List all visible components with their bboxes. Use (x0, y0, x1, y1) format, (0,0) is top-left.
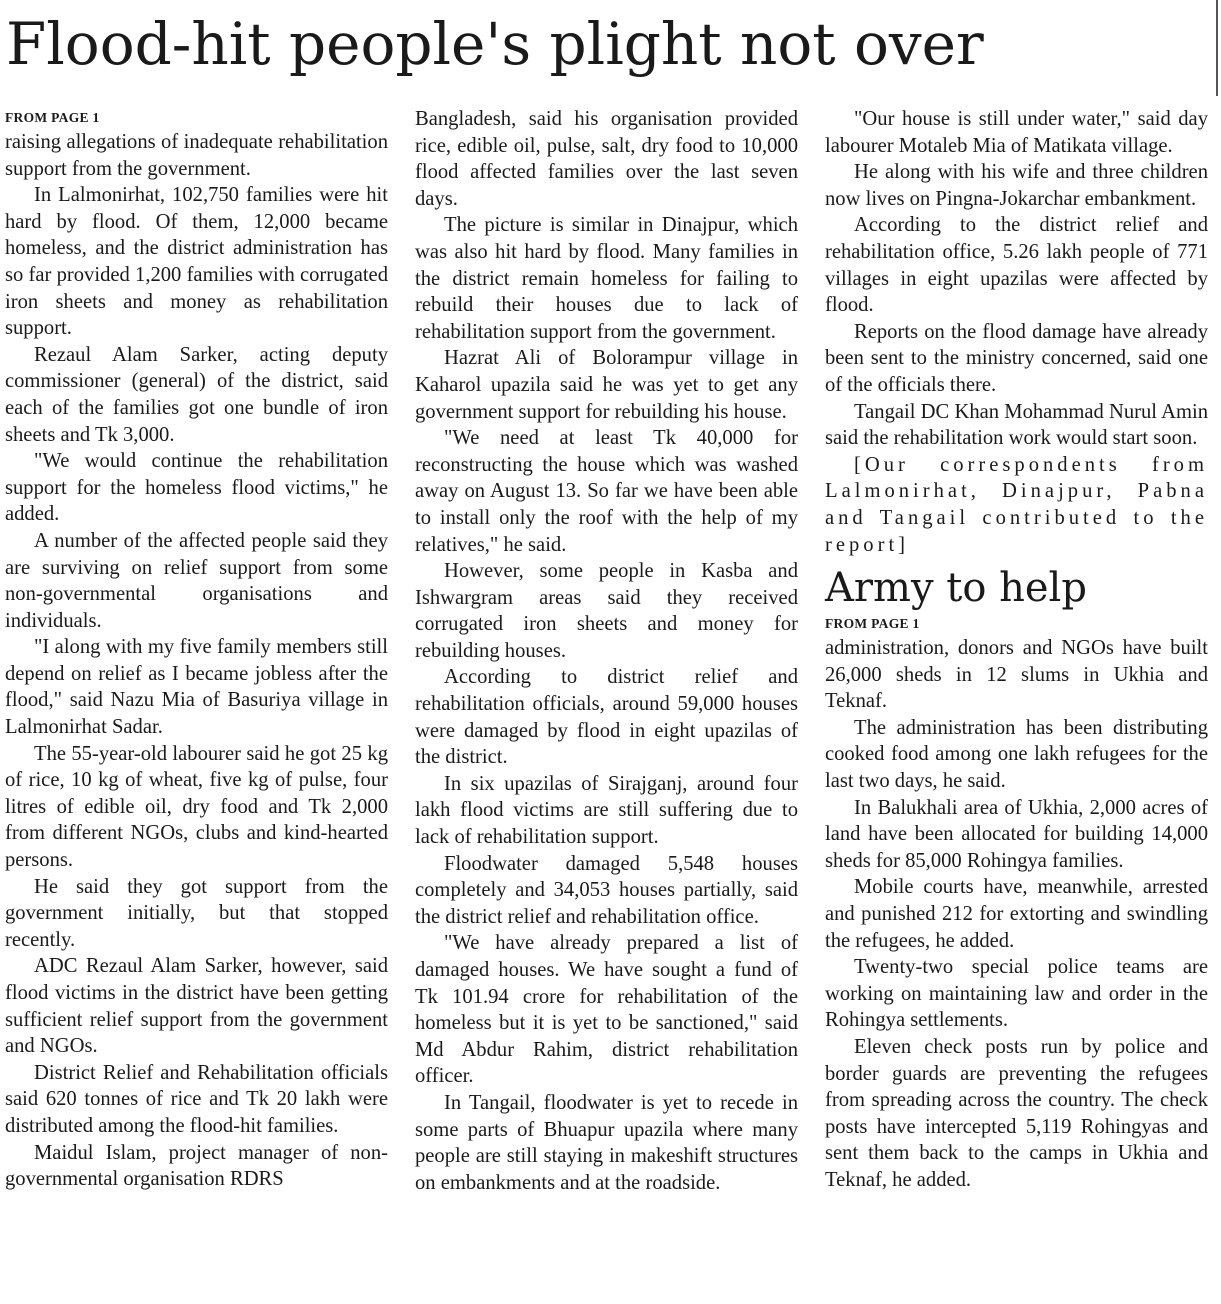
army-subhead: Army to help (825, 565, 1087, 612)
headline: Flood-hit people's plight not over (6, 10, 984, 78)
story-paragraph: "Our house is still under water," said day labourer Motaleb Mia of Matikata village. (825, 108, 1208, 157)
army-kicker: FROM PAGE 1 (825, 616, 920, 632)
army-paragraph: Eleven check posts run by police and border guards are preventing the refugees from spreading across the country. The check posts have intercepted 5,119 Rohingyas and sent them back to the camps in Ukhia and Teknaf, he added. (825, 1036, 1208, 1191)
story-paragraph: In Tangail, floodwater is yet to recede in some parts of Bhuapur upazila where many people are still staying in makeshift structures on embankments and at the roadside. (415, 1091, 798, 1194)
story-paragraph: According to district relief and rehabilitation officials, around 59,000 houses were damaged by flood in eight upazilas of the district. (415, 666, 798, 769)
story-paragraph: However, some people in Kasba and Ishwargram areas said they received corrugated iron sheets and money for rebuilding houses. (415, 560, 798, 662)
story-paragraph: District Relief and Rehabilitation officials said 620 tonnes of rice and Tk 20 lakh were distributed among the flood-hit families. (5, 1061, 388, 1137)
story-paragraph: "I along with my five family members still depend on relief as I became jobless after the flood," said Nazu Mia of Basuriya village in Lalmonirhat Sadar. (5, 636, 388, 739)
story-paragraph: raising allegations of inadequate rehabilitation support from the government. (5, 131, 388, 180)
story-paragraph: According to the district relief and rehabilitation office, 5.26 lakh people of 771 villages in eight upazilas were affected by flood. (825, 214, 1208, 317)
story-kicker: FROM PAGE 1 (5, 110, 100, 125)
story-paragraph: Hazrat Ali of Bolorampur village in Kaharol upazila said he was yet to get any government support for rebuilding his house. (415, 347, 798, 423)
story-paragraph: Tangail DC Khan Mohammad Nurul Amin said the rehabilitation work would start soon. (825, 400, 1208, 450)
story-paragraph: Maidul Islam, project manager of non-governmental organisation RDRS (5, 1141, 388, 1191)
story-paragraph: A number of the affected people said they are surviving on relief support from some non-governmental organisations and individuals. (5, 529, 388, 632)
army-paragraph: administration, donors and NGOs have built 26,000 sheds in 12 slums in Ukhia and Teknaf. (825, 637, 1208, 713)
story-paragraph: "We have already prepared a list of damaged houses. We have sought a fund of Tk 101.94 crore for rehabilitation of the homeless but it is yet to be sanctioned," said Md Abdur Rahim, district rehabilitation officer. (415, 932, 798, 1088)
story-paragraph: The picture is similar in Dinajpur, which was also hit hard by flood. Many families in the district remain homeless for failing to rebuild their houses due to lack of rehabilitation support from the government. (415, 214, 798, 343)
army-paragraph: Twenty-two special police teams are working on maintaining law and order in the Rohingya settlements. (825, 956, 1208, 1032)
story-paragraph: He said they got support from the government initially, but that stopped recently. (5, 875, 388, 951)
story-paragraph: Floodwater damaged 5,548 houses completely and 34,053 houses partially, said the district relief and rehabilitation office. (415, 852, 798, 928)
story-column-2 (415, 106, 798, 1196)
story-paragraph: In six upazilas of Sirajganj, around four lakh flood victims are still suffering due to lack of rehabilitation support. (415, 772, 798, 849)
story-paragraph: ADC Rezaul Alam Sarker, however, said flood victims in the district have been getting sufficient relief support from the government and NGOs. (5, 955, 388, 1058)
story-paragraph: Reports on the flood damage have already been sent to the ministry concerned, said one of the officials there. (825, 320, 1208, 396)
story-paragraph: In Lalmonirhat, 102,750 families were hit hard by flood. Of them, 12,000 became homeless, and the district administration has so far provided 1,200 families with corrugated iron sheets and money as rehabilitation support. (5, 184, 388, 340)
story-paragraph: "We need at least Tk 40,000 for reconstructing the house which was washed away on August 13. So far we have been able to install only the roof with the help of my relatives," he said. (415, 427, 798, 556)
story-paragraph: The 55-year-old labourer said he got 25 kg of rice, 10 kg of wheat, five kg of pulse, four litres of edible oil, dry food and Tk 2,000 from different NGOs, clubs and kind-hearted persons. (5, 742, 388, 872)
story-paragraph: Rezaul Alam Sarker, acting deputy commissioner (general) of the district, said each of the families got one bundle of iron sheets and Tk 3,000. (5, 343, 388, 446)
column-rule (1216, 0, 1218, 96)
story-paragraph: He along with his wife and three children now lives on Pingna-Jokarchar embankment. (825, 161, 1208, 210)
army-paragraph: Mobile courts have, meanwhile, arrested and punished 212 for extorting and swindling the refugees, he added. (825, 876, 1208, 952)
story-credit: [Our correspondents from Lalmonirhat, Dinajpur, Pabna and Tangail contributed to the report] (825, 453, 1208, 556)
army-paragraph: The administration has been distributing cooked food among one lakh refugees for the last two days, he said. (825, 716, 1208, 793)
story-column-3 (825, 106, 1208, 1194)
army-paragraph: In Balukhali area of Ukhia, 2,000 acres of land have been allocated for building 14,000 sheds for 85,000 Rohingya families. (825, 796, 1208, 872)
story-column-1 (5, 106, 388, 1193)
story-paragraph: Bangladesh, said his organisation provided rice, edible oil, pulse, salt, dry food to 10,000 flood affected families over the last seven days. (415, 108, 798, 210)
story-paragraph: "We would continue the rehabilitation support for the homeless flood victims," he added. (5, 450, 388, 526)
